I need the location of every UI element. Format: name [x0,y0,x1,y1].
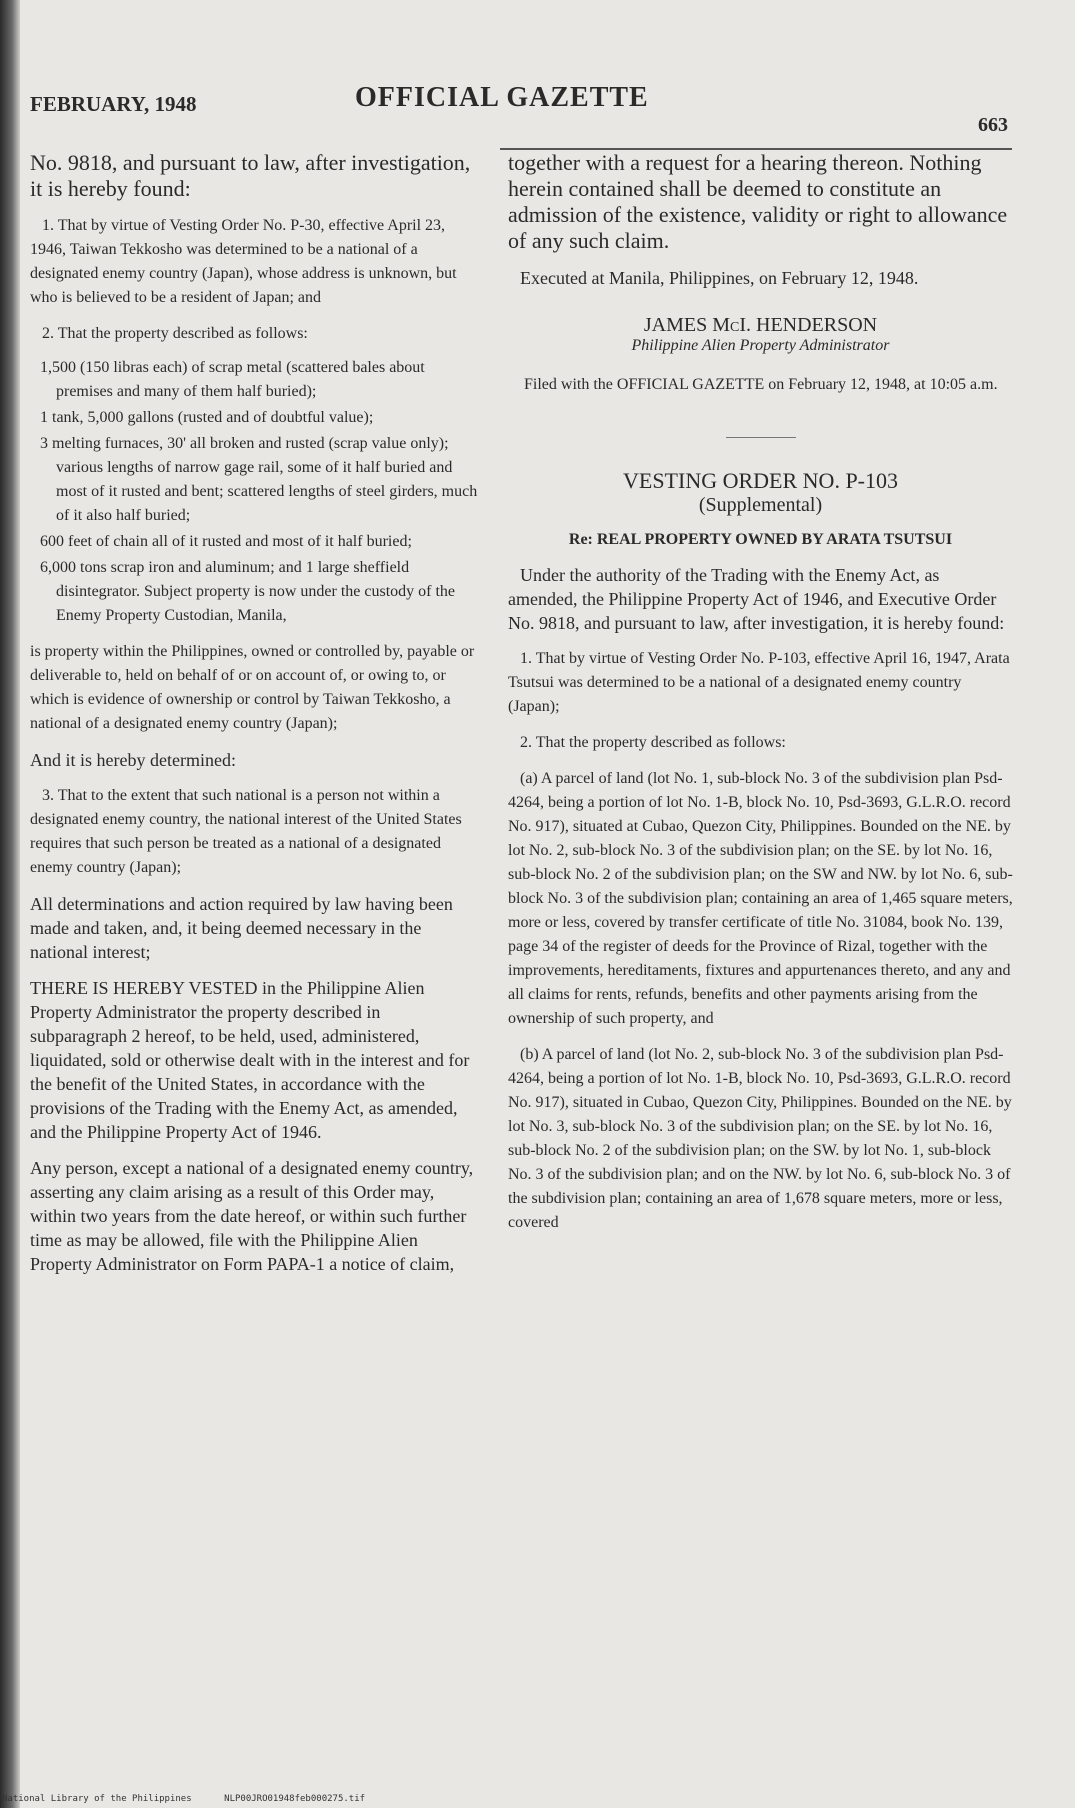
vesting-paragraph: THERE IS HEREBY VESTED in the Philippine Alien Property Administrator the property described in subparagraph 2 hereof, to be held, used, administered, liquidated, sold or otherwise dealt with in the interest and for the benefit of the United States, in accordance with the provisions of the Trading with the Enemy Act, as amended, and the Philippine Property Act of 1946. [30,978,470,1142]
order-title: VESTING ORDER NO. P-103 [623,468,898,493]
property-item: 3 melting furnaces, 30' all broken and rusted (scrap value only); various lengths of narrow gage rail, some of it half buried and most of it rusted and bent; scattered lengths of steel girders, much of it also half buried; [40,435,478,524]
book-binding-edge [0,0,20,1808]
scan-footer: National Library of the Philippines NLP00JRO01948feb000275.tif [2,1794,366,1804]
header-date: FEBRUARY, 1948 [30,92,197,116]
claim-paragraph: Any person, except a national of a designated enemy country, asserting any claim arising as a result of this Order may, within two years from the date hereof, or within such further time as may be allowed, file with the Philippine Alien Property Administrator on Form PAPA-1 a notice of claim, [30,1158,474,1274]
executed-line: Executed at Manila, Philippines, on February 12, 1948. [520,268,919,288]
property-within: is property within the Philippines, owned or controlled by, payable or deliverable to, held on behalf of or on account of, or owing to, or which is evidence of ownership or control by Taiwan Tekkosho, a national of a designated enemy country (Japan); [30,643,475,732]
finding-2-intro: 2. That the property described as follows: [42,325,308,342]
finding-1: 1. That by virtue of Vesting Order No. P-103, effective April 16, 1947, Arata Tsutsui was determined to be a national of a designated enemy country (Japan); [508,650,1010,715]
right-column [508,150,1013,1730]
continuation-paragraph: together with a request for a hearing thereon. Nothing herein contained shall be deemed to constitute an admission of the existence, validity or right to allowance of any such claim. [508,150,1008,253]
determination-3: 3. That to the extent that such national is a person not within a designated enemy country, the national interest of the United States requires that such person be treated as a national of a designated enemy country (Japan); [30,787,462,876]
signatory-name: JAMES McI. HENDERSON [643,314,878,336]
intro-paragraph: No. 9818, and pursuant to law, after investigation, it is hereby found: [30,150,471,201]
determined-heading: And it is hereby determined: [30,750,236,770]
re-line: Re: REAL PROPERTY OWNED BY ARATA TSUTSUI [568,531,953,548]
page-title: OFFICIAL GAZETTE [355,82,649,113]
property-list [30,356,480,628]
left-column [30,150,480,1730]
property-item: 6,000 tons scrap iron and aluminum; and 1 large sheffield disintegrator. Subject property is now under the custody of the Enemy Property Custodian, Manila, [40,559,456,624]
property-item: 600 feet of chain all of it rusted and most of it half buried; [40,533,412,550]
property-item: 1,500 (150 libras each) of scrap metal (scattered bales about premises and many of them half buried); [40,359,425,400]
order-subtitle: (Supplemental) [698,494,823,516]
parcel-a: (a) A parcel of land (lot No. 1, sub-block No. 3 of the subdivision plan Psd-4264, being a portion of lot No. 1-B, block No. 10, Psd-3693, G.L.R.O. record No. 917), situated at Cubao, Quezon City, Philippines. Bounded on the NE. by lot No. 2, sub-block No. 3 of the subdivision plan; on the SE. by lot No. 16, sub-block No. 2 of the subdivision plan; on the SW and NW. by lot No. 6, sub-block No. 3 of the subdivision plan; containing an area of 1,465 square meters, more or less, covered by transfer certificate of title No. 31084, book No. 139, page 34 of the register of deeds for the Province of Rizal, together with the improvements, hereditaments, fixtures and appurtenances thereto, and any and all claims for rents, refunds, benefits and other payments arising from the ownership of such property, and [508,770,1013,1027]
section-divider [726,437,796,438]
filed-note: Filed with the OFFICIAL GAZETTE on February 12, 1948, at 10:05 a.m. [524,376,998,393]
page-number: 663 [978,114,1008,136]
determinations-all: All determinations and action required by law having been made and taken, and, it being deemed necessary in the national interest; [30,894,453,962]
authority-paragraph: Under the authority of the Trading with the Enemy Act, as amended, the Philippine Property Act of 1946, and Executive Order No. 9818, and pursuant to law, after investigation, it is hereby found: [508,565,1005,633]
parcel-b: (b) A parcel of land (lot No. 2, sub-block No. 3 of the subdivision plan Psd-4264, being a portion of lot No. 1-B, block No. 10, Psd-3693, G.L.R.O. record No. 917), situated in Cubao, Quezon City, Philippines. Bounded on the NE. by lot No. 3, sub-block No. 3 of the subdivision plan; on the SE. by lot No. 16, sub-block No. 2 of the subdivision plan; on the SW. by lot No. 1, sub-block No. 3 of the subdivision plan; and on the NW. by lot No. 6, sub-block No. 3 of the subdivision plan; containing an area of 1,678 square meters, more or less, covered [508,1046,1012,1231]
finding-2-intro: 2. That the property described as follows: [520,734,786,751]
property-item: 1 tank, 5,000 gallons (rusted and of doubtful value); [40,409,374,426]
signatory-title: Philippine Alien Property Administrator [631,337,890,354]
finding-1: 1. That by virtue of Vesting Order No. P-30, effective April 23, 1946, Taiwan Tekkosho was determined to be a national of a designated enemy country (Japan), whose address is unknown, but who is believed to be a resident of Japan; and [30,217,457,306]
